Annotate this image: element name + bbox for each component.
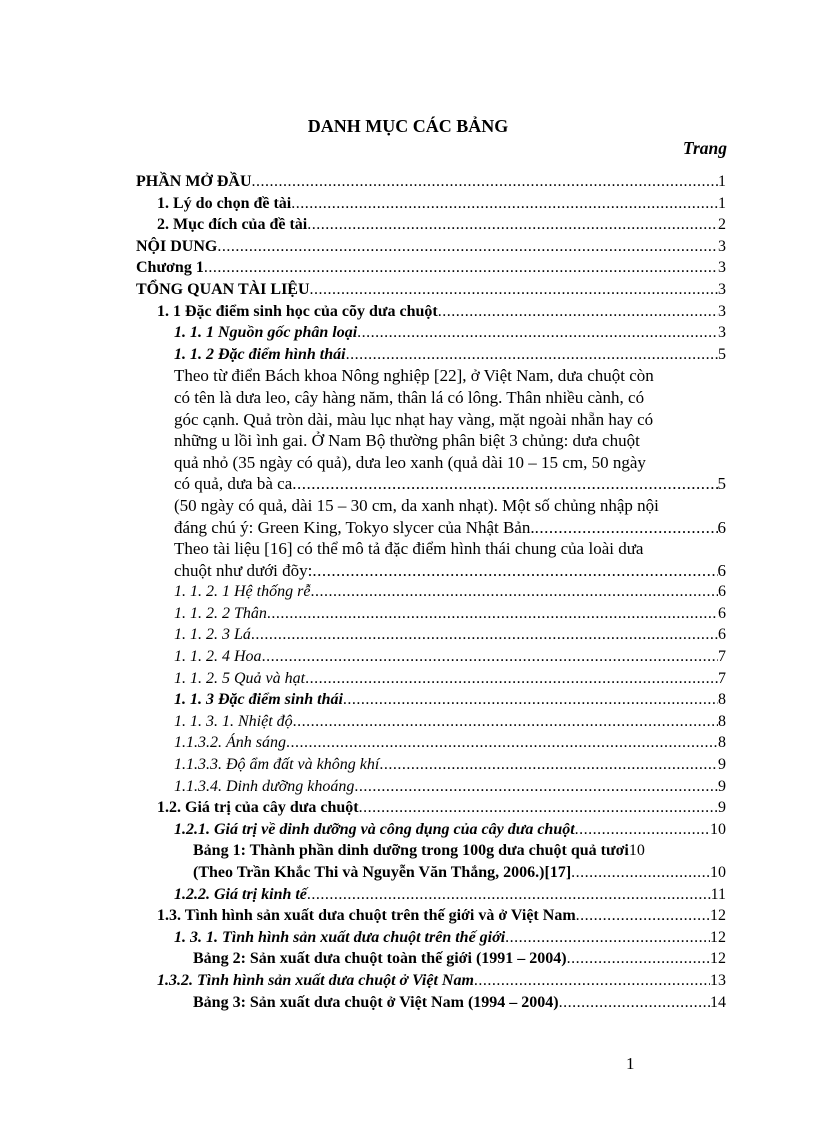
toc-entry-page: 9 <box>718 777 726 795</box>
toc-entry-label: 1.3. Tình hình sản xuất dưa chuột trên thế giới và ở Việt Nam <box>157 907 576 925</box>
toc-entry-page: 14 <box>710 993 726 1011</box>
toc-entry-page: 13 <box>710 971 726 989</box>
toc-entry[interactable] <box>136 257 726 279</box>
toc-entry-page: 3 <box>718 280 726 298</box>
toc-entry-label: 1. 3. 1. Tình hình sản xuất dưa chuột trên thế giới <box>174 928 506 946</box>
toc-entry-label: 1. 1. 2. 4 Hoa <box>174 648 262 666</box>
paragraph-line: (50 ngày có quả, dài 15 – 30 cm, da xanh nhạt). Một số chủng nhập nội <box>174 495 659 515</box>
toc-entry-page: 1 <box>718 194 726 212</box>
toc-entry-label: 1.3.2. Tình hình sản xuất dưa chuột ở Việt Nam <box>157 971 474 989</box>
toc-entry[interactable] <box>136 624 726 646</box>
paragraph-line: những u lồi ình gai. Ở Nam Bộ thường phân biệt 3 chủng: dưa chuột <box>174 431 640 451</box>
toc-entry[interactable] <box>136 992 726 1014</box>
toc-entry-page: 8 <box>718 712 726 730</box>
toc-entry[interactable] <box>136 754 726 776</box>
toc-entry-label: 1. 1 Đặc điểm sinh học của cõy dưa chuột <box>157 302 438 320</box>
toc-entry-label: 1.1.3.3. Độ ẩm đất và không khí <box>174 756 380 774</box>
toc-entry[interactable] <box>136 711 726 733</box>
toc-entry[interactable] <box>136 322 726 344</box>
toc-entry-label: 1. 1. 3. 1. Nhiệt độ <box>174 712 293 730</box>
toc-entry[interactable] <box>136 970 726 992</box>
toc-entry-label: Bảng 3: Sản xuất dưa chuột ở Việt Nam (1994 – 2004) <box>193 993 559 1011</box>
toc-entry-page: 2 <box>718 216 726 234</box>
toc-entry-page: 6 <box>718 626 726 644</box>
toc-entry-page: 11 <box>710 885 726 903</box>
paragraph-line: có tên là dưa leo, cây hàng năm, thân lá có lông. Thân nhiều cành, có <box>174 387 645 407</box>
toc-entry-page: 3 <box>718 324 726 342</box>
toc-entry[interactable] <box>136 884 726 906</box>
toc-entry[interactable] <box>136 840 726 862</box>
toc-entry[interactable] <box>136 279 726 301</box>
toc-entry[interactable] <box>136 646 726 668</box>
toc-entry[interactable] <box>136 732 726 754</box>
toc-entry-page: 6 <box>717 517 726 537</box>
toc-entry[interactable] <box>136 927 726 949</box>
toc-entry[interactable] <box>136 819 726 841</box>
paragraph-line: Theo tài liệu [16] có thể mô tả đặc điểm hình thái chung của loài dưa <box>174 539 644 559</box>
toc-entry-label: 1.2. Giá trị của cây dưa chuột <box>157 799 359 817</box>
toc-entry-page: 6 <box>718 583 726 601</box>
toc-entry-page: 3 <box>718 302 726 320</box>
toc-entry-label: 1. 1. 2. 2 Thân <box>174 604 267 622</box>
toc-entry[interactable] <box>136 797 726 819</box>
toc-paragraph-entry[interactable] <box>136 538 726 560</box>
toc-entry-page: 9 <box>718 756 726 774</box>
paragraph-line: Theo từ điển Bách khoa Nông nghiệp [22], ở Việt Nam, dưa chuột còn <box>174 366 654 386</box>
paragraph-line: quả nhỏ (35 ngày có quả), dưa leo xanh (quả dài 10 – 15 cm, 50 ngày <box>174 452 646 472</box>
toc-entry-label: 1. 1. 2 Đặc điểm hình thái <box>174 345 346 363</box>
toc-entry[interactable] <box>136 905 726 927</box>
toc-entry-label: chuột như dưới đõy: <box>174 560 313 580</box>
toc-entry-label: 1. 1. 2. 3 Lá <box>174 626 251 644</box>
table-of-contents <box>136 171 726 1013</box>
toc-entry-page: 10 <box>710 864 726 881</box>
page-title: DANH MỤC CÁC BẢNG <box>307 116 509 136</box>
toc-entry-page: 6 <box>717 560 726 580</box>
toc-entry-label: Bảng 1: Thành phần dinh dưỡng trong 100g dưa chuột quả tươi <box>193 842 629 860</box>
toc-entry-page: 3 <box>718 259 726 277</box>
toc-entry[interactable] <box>136 344 726 366</box>
toc-entry-label: Bảng 2: Sản xuất dưa chuột toàn thế giới (1991 – 2004) <box>193 950 567 968</box>
toc-entry-label: (Theo Trần Khắc Thi và Nguyễn Văn Thắng, 2006.)[17] <box>193 864 572 881</box>
toc-entry-page: 5 <box>717 474 726 494</box>
toc-entry-page: 12 <box>710 928 726 946</box>
toc-entry[interactable] <box>136 862 726 884</box>
toc-entry[interactable] <box>136 776 726 798</box>
toc-entry-page: 9 <box>718 799 726 817</box>
toc-entry[interactable] <box>136 668 726 690</box>
toc-entry[interactable] <box>136 689 726 711</box>
toc-entry[interactable] <box>136 948 726 970</box>
footer-page-number: 1 <box>626 1054 635 1073</box>
toc-entry-page: 12 <box>710 950 726 968</box>
toc-entry-label: có quả, dưa bà ca <box>174 474 293 494</box>
toc-entry-page: 8 <box>718 734 726 752</box>
toc-entry-label: 1. 1. 2. 1 Hệ thống rễ <box>174 583 311 601</box>
toc-entry-label: 1. 1. 1 Nguồn gốc phân loại <box>174 324 358 342</box>
toc-entry-label: 1. 1. 2. 5 Quả và hạt <box>174 669 306 687</box>
toc-entry-page: 12 <box>710 907 726 925</box>
toc-entry-label: NỘI DUNG <box>136 237 218 255</box>
toc-entry[interactable] <box>136 193 726 215</box>
toc-entry-label: Chương 1 <box>136 259 204 277</box>
toc-entry-page: 8 <box>718 691 726 709</box>
toc-entry-page: 1 <box>718 173 726 190</box>
toc-entry-label: 1.2.1. Giá trị về dinh dưỡng và công dụng của cây dưa chuột <box>174 820 575 838</box>
toc-entry-label: đáng chú ý: Green King, Tokyo slycer của Nhật Bản. <box>174 517 535 537</box>
toc-entry-label: 1.1.3.4. Dinh dưỡng khoáng <box>174 777 355 795</box>
toc-entry-page: 5 <box>718 345 726 363</box>
toc-entry[interactable] <box>136 473 726 495</box>
toc-entry-label: 1. Lý do chọn đề tài <box>157 194 292 212</box>
toc-entry[interactable] <box>136 301 726 323</box>
toc-entry-page: 10 <box>628 842 645 860</box>
toc-entry[interactable] <box>136 517 726 539</box>
toc-entry-page: 7 <box>718 648 726 666</box>
toc-entry-page: 7 <box>718 669 726 687</box>
toc-entry[interactable] <box>136 214 726 236</box>
page-column-header: Trang <box>682 138 727 158</box>
toc-paragraph-entry[interactable] <box>136 365 726 473</box>
toc-entry-label: 1. 1. 3 Đặc điểm sinh thái <box>174 691 343 709</box>
toc-entry[interactable] <box>136 171 726 193</box>
toc-entry[interactable] <box>136 560 726 582</box>
toc-entry-page: 6 <box>718 604 726 622</box>
paragraph-line: góc cạnh. Quả tròn dài, màu lục nhạt hay vàng, mặt ngoài nhẵn hay có <box>174 409 654 429</box>
toc-paragraph-entry[interactable] <box>136 495 726 517</box>
toc-entry-label: 1.2.2. Giá trị kinh tế <box>174 885 307 903</box>
toc-entry[interactable] <box>136 236 726 258</box>
toc-entry-label: PHẦN MỞ ĐẦU <box>136 173 252 190</box>
toc-entry-label: 2. Mục đích của đề tài <box>157 216 308 234</box>
toc-entry-label: TỔNG QUAN TÀI LIỆU <box>136 280 310 298</box>
toc-entry[interactable] <box>136 581 726 603</box>
toc-entry-page: 10 <box>710 820 726 838</box>
toc-entry-page: 3 <box>718 237 726 255</box>
toc-entry-label: 1.1.3.2. Ánh sáng <box>174 734 286 752</box>
toc-entry[interactable] <box>136 603 726 625</box>
